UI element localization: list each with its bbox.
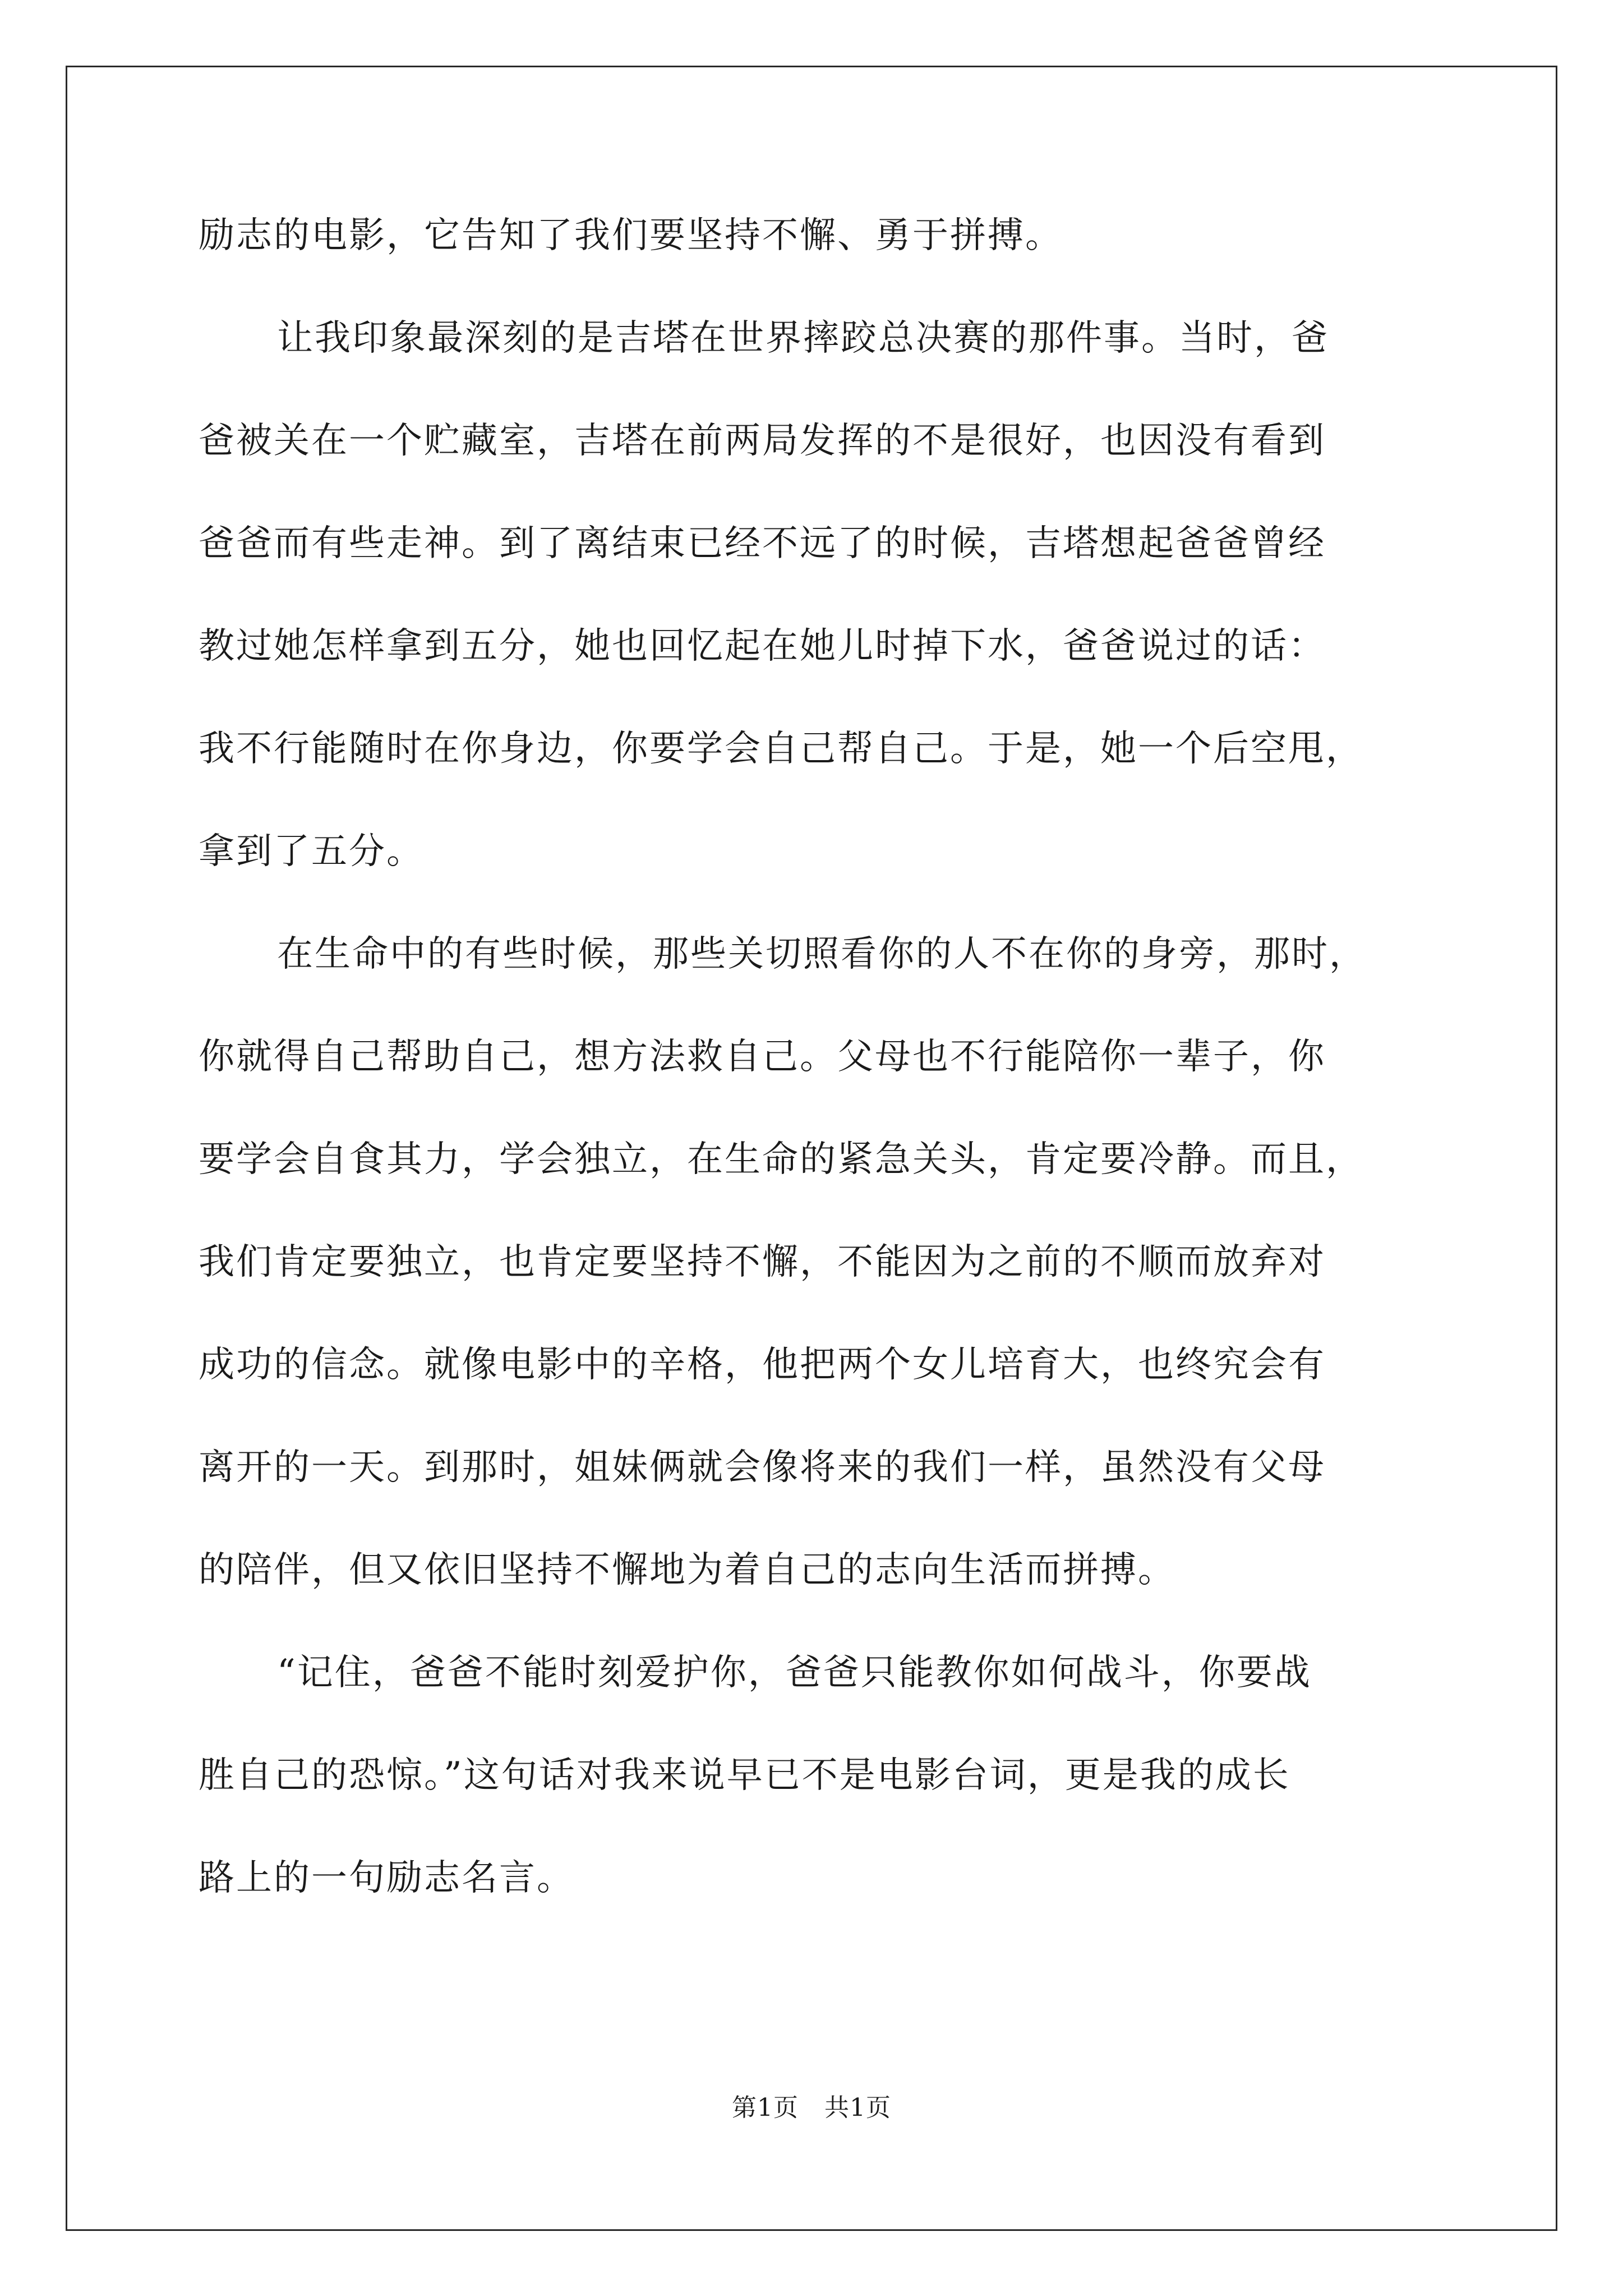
paragraph-first-line: 让我印象最深刻的是吉塔在世界摔跤总决赛的那件事。当时，爸 — [277, 318, 1329, 359]
text-line: 路上的一句励志名言。 — [199, 1857, 574, 1899]
text-line: 爸爸而有些走神。到了离结束已经不远了的时候，吉塔想起爸爸曾经 — [199, 523, 1326, 564]
text-line: 的陪伴，但又依旧坚持不懈地为着自己的志向生活而拼搏。 — [199, 1549, 1175, 1591]
text-line: 拿到了五分。 — [199, 831, 424, 872]
text-line: 要学会自食其力，学会独立，在生命的紧急关头，肯定要冷静。而且， — [199, 1139, 1363, 1180]
text-line: 教过她怎样拿到五分，她也回忆起在她儿时掉下水，爸爸说过的话： — [199, 625, 1326, 667]
text-line: 你就得自己帮助自己，想方法救自己。父母也不行能陪你一辈子，你 — [199, 1036, 1326, 1078]
text-line: 成功的信念。就像电影中的辛格，他把两个女儿培育大，也终究会有 — [199, 1344, 1326, 1386]
paragraph-first-line: “记住，爸爸不能时刻爱护你，爸爸只能教你如何战斗，你要战 — [277, 1652, 1312, 1694]
paragraph-first-line: 在生命中的有些时候，那些关切照看你的人不在你的身旁，那时， — [277, 933, 1367, 975]
text-line: 离开的一天。到那时，姐妹俩就会像将来的我们一样，虽然没有父母 — [199, 1447, 1326, 1488]
text-line: 我们肯定要独立，也肯定要坚持不懈，不能因为之前的不顺而放弃对 — [199, 1241, 1326, 1283]
text-line: 我不行能随时在你身边，你要学会自己帮自己。于是，她一个后空甩， — [199, 728, 1363, 770]
text-line: 胜自己的恐惊。”这句话对我来说早已不是电影台词，更是我的成长 — [199, 1755, 1290, 1796]
page-total: 共1页 — [824, 2093, 891, 2122]
text-line: 爸被关在一个贮藏室，吉塔在前两局发挥的不是很好，也因没有看到 — [199, 420, 1326, 462]
page-number: 第1页 — [732, 2093, 799, 2122]
text-line: 励志的电影，它告知了我们要坚持不懈、勇于拼搏。 — [199, 215, 1063, 256]
page-footer — [0, 2091, 1623, 2125]
